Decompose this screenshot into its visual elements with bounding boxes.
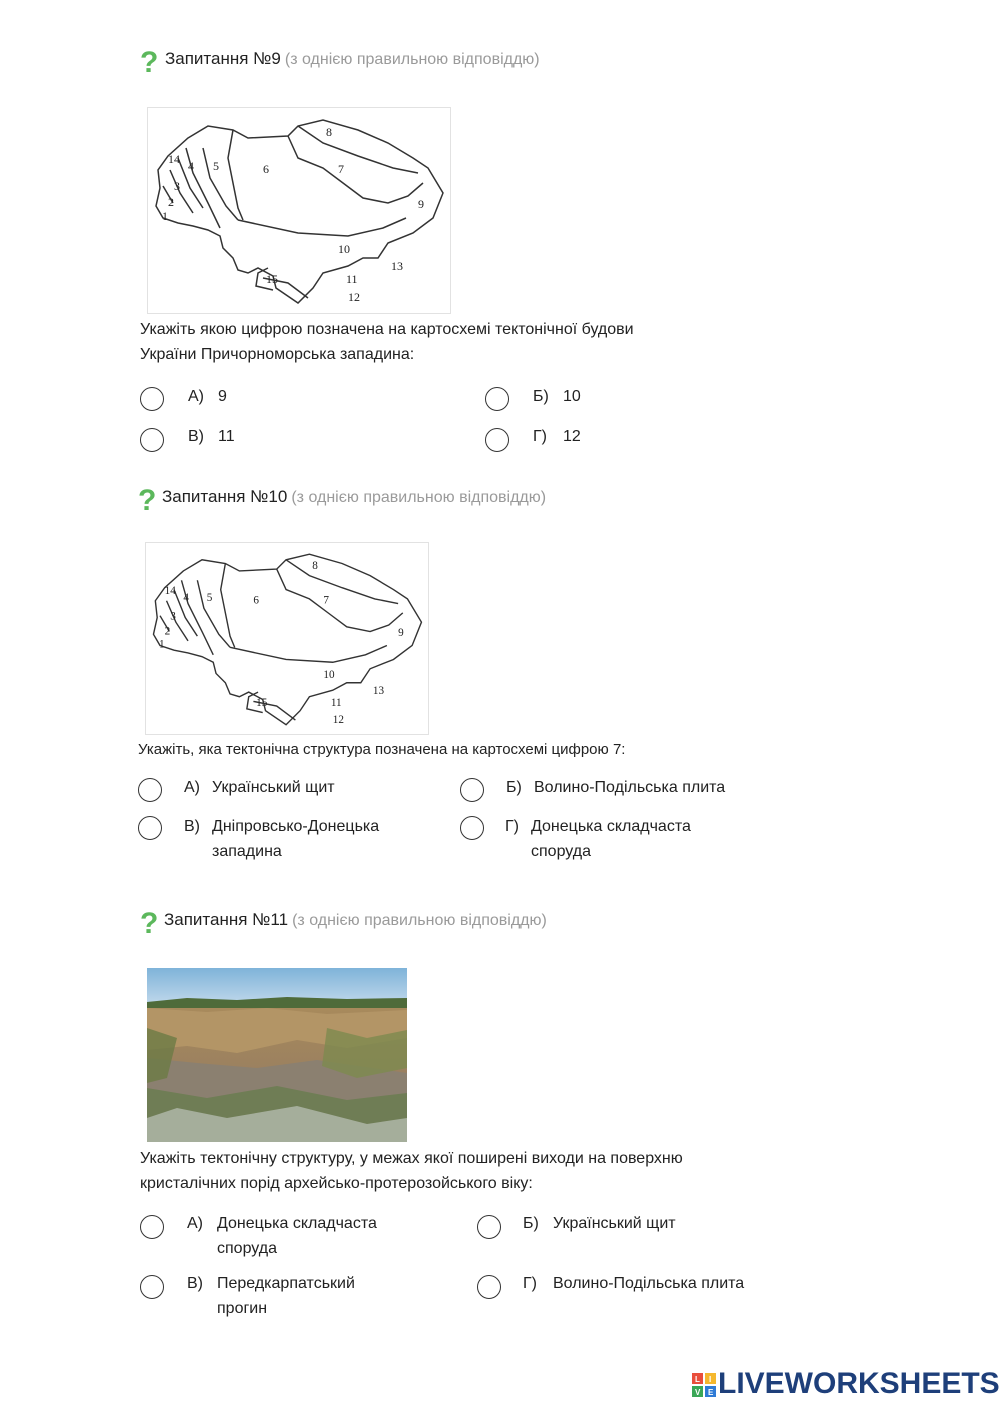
- answer-radio-b[interactable]: [485, 387, 509, 411]
- question-11-header: [164, 910, 547, 930]
- question-subtitle: (з однією правильною відповіддю): [284, 51, 540, 68]
- logo-badge-letter: I: [709, 1375, 712, 1384]
- answer-option-c: В) 11: [188, 428, 235, 445]
- answer-radio-d[interactable]: [485, 428, 509, 452]
- answer-option-d: Г) Волино-Подільська плита: [523, 1275, 745, 1292]
- map-label-4: 4: [188, 159, 194, 173]
- answer-radio-c[interactable]: [138, 816, 162, 840]
- question-11-prompt: Укажіть тектонічну структуру, у межах якої поширені виходи на поверхню кристалічних порід архейсько-протерозойського віку:: [140, 1150, 683, 1192]
- map-label-9: 9: [398, 627, 404, 640]
- tectonic-map-q9: [147, 107, 451, 314]
- map-label-13: 13: [391, 259, 403, 273]
- map-label-6: 6: [253, 594, 259, 607]
- question-9-prompt: Укажіть якою цифрою позначена на картосхемі тектонічної будови України Причорноморська западина:: [140, 321, 634, 363]
- question-mark-icon: ?: [140, 907, 159, 940]
- answer-radio-b[interactable]: [460, 778, 484, 802]
- map-label-3: 3: [170, 610, 176, 623]
- question-9-header: [165, 49, 540, 69]
- map-label-12: 12: [348, 290, 360, 304]
- answer-option-a: А) Донецька складчаста споруда: [187, 1215, 377, 1257]
- answer-radio-a[interactable]: [138, 778, 162, 802]
- logo-badge-letter: V: [695, 1388, 701, 1397]
- answer-radio-a[interactable]: [140, 387, 164, 411]
- answer-option-c: В) Передкарпатський прогин: [187, 1275, 355, 1317]
- map-label-1: 1: [159, 638, 165, 651]
- map-label-13: 13: [372, 684, 385, 697]
- answer-option-b: Б) Волино-Подільська плита: [506, 779, 726, 796]
- map-label-5: 5: [206, 591, 213, 604]
- map-label-6: 6: [263, 162, 269, 176]
- map-label-15: 15: [256, 697, 268, 710]
- map-label-1: 1: [162, 209, 168, 223]
- answer-option-d: Г) Донецька складчаста споруда: [505, 818, 691, 860]
- question-title: Запитання №10: [162, 487, 288, 506]
- answer-radio-d[interactable]: [460, 816, 484, 840]
- map-label-4: 4: [183, 591, 189, 604]
- answer-option-a: А) Український щит: [184, 779, 335, 796]
- map-label-11: 11: [330, 697, 342, 710]
- answer-radio-c[interactable]: [140, 1275, 164, 1299]
- question-title: Запитання №11: [164, 910, 289, 929]
- map-label-9: 9: [418, 197, 424, 211]
- answer-radio-a[interactable]: [140, 1215, 164, 1239]
- answer-option-b: Б) Український щит: [523, 1215, 676, 1232]
- tectonic-map-q10: [145, 542, 429, 735]
- answer-option-a: А) 9: [188, 388, 227, 405]
- answer-radio-c[interactable]: [140, 428, 164, 452]
- question-10-prompt: Укажіть, яка тектонічна структура позначена на картосхемі цифрою 7:: [138, 741, 626, 758]
- map-label-8: 8: [312, 560, 318, 573]
- map-label-7: 7: [323, 594, 330, 607]
- answer-option-d: Г) 12: [533, 428, 581, 445]
- map-label-14: 14: [168, 152, 180, 166]
- question-mark-icon: ?: [138, 484, 157, 517]
- map-label-12: 12: [332, 713, 344, 726]
- map-label-7: 7: [338, 162, 344, 176]
- map-label-11: 11: [346, 272, 358, 286]
- question-10-header: [162, 487, 546, 507]
- answer-radio-b[interactable]: [477, 1215, 501, 1239]
- map-label-15: 15: [266, 272, 278, 286]
- logo-badge-letter: L: [695, 1375, 700, 1384]
- map-label-10: 10: [338, 242, 350, 256]
- map-label-2: 2: [168, 195, 174, 209]
- map-label-8: 8: [326, 125, 332, 139]
- question-title: Запитання №9: [165, 49, 281, 68]
- map-label-5: 5: [213, 159, 219, 173]
- answer-radio-d[interactable]: [477, 1275, 501, 1299]
- answer-option-c: В) Дніпровсько-Донецька западина: [184, 818, 380, 860]
- question-mark-icon: ?: [140, 46, 159, 79]
- question-subtitle: (з однією правильною відповіддю): [291, 489, 547, 506]
- map-label-2: 2: [164, 625, 171, 638]
- quarry-photo: [147, 968, 407, 1142]
- liveworksheets-logo[interactable]: LIVEWORKSHEETS: [718, 1367, 1000, 1400]
- map-label-10: 10: [323, 669, 335, 682]
- map-label-3: 3: [174, 179, 180, 193]
- map-label-14: 14: [164, 585, 176, 598]
- answer-option-b: Б) 10: [533, 388, 581, 405]
- liveworksheets-logo-icon: [692, 1373, 716, 1397]
- question-subtitle: (з однією правильною відповіддю): [292, 912, 547, 929]
- logo-badge-letter: E: [708, 1388, 714, 1397]
